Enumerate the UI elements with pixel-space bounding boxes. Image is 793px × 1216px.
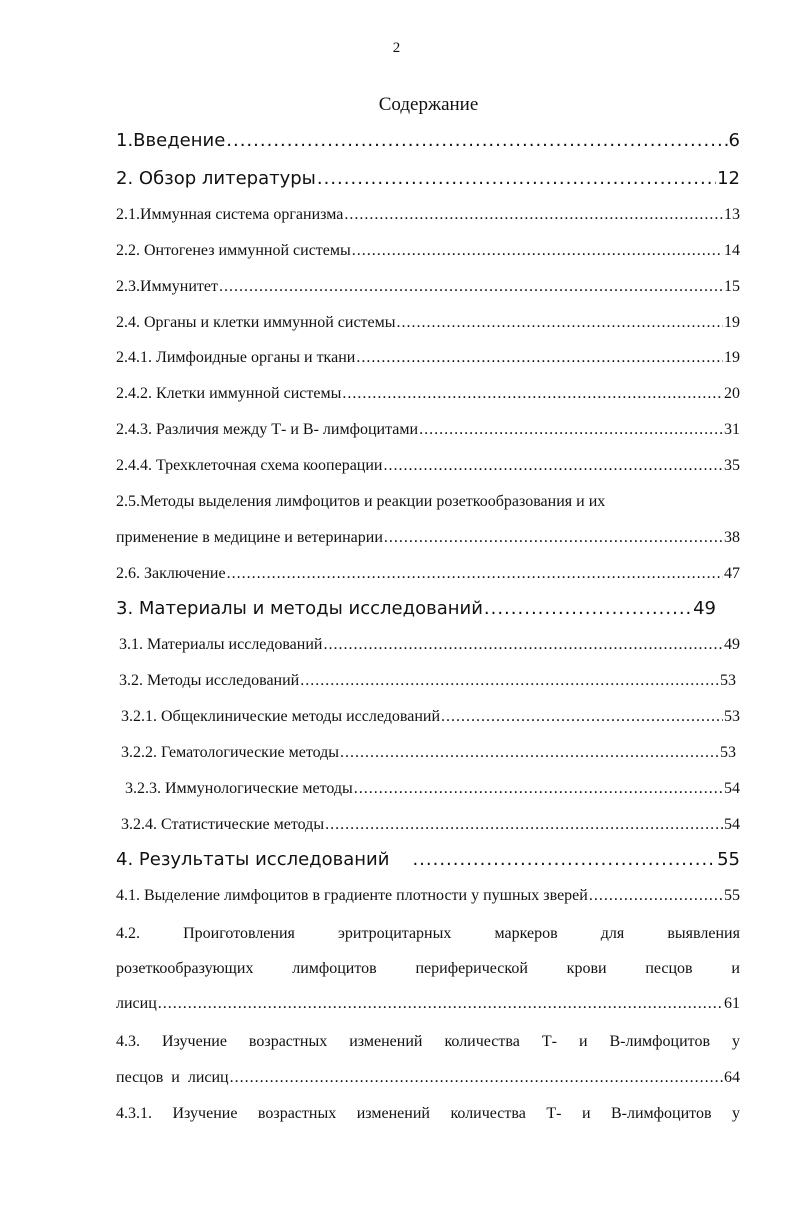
toc-entry[interactable] — [116, 204, 740, 226]
page-number: 2 — [392, 40, 401, 56]
toc-entry[interactable] — [116, 563, 740, 585]
toc-entry[interactable] — [116, 885, 740, 907]
word: у — [732, 1033, 740, 1050]
toc-entry-label: 2.4.4. Трехклеточная схема кооперации — [116, 457, 383, 474]
toc-entry-label: 3.2.3. Иммунологические методы — [125, 780, 353, 797]
dot-leader — [317, 168, 716, 190]
toc-entry-label: 3.2.2. Гематологические методы — [121, 744, 340, 761]
word: выявления — [667, 925, 740, 942]
word: Изучение — [162, 1033, 227, 1050]
toc-entry-line[interactable]: 2.5.Методы выделения лимфоцитов и реакции розеткообразования и их — [116, 493, 606, 510]
toc-entry[interactable] — [125, 778, 740, 800]
toc-entry[interactable] — [116, 419, 740, 441]
toc-entry-label: 3.2. Методы исследований — [119, 672, 300, 689]
word: лимфоцитов — [292, 960, 377, 977]
dot-leader — [412, 849, 716, 871]
dot-leader — [219, 276, 723, 298]
toc-entry-label: 4.1. Выделение лимфоцитов в градиенте плотности у пушных зверей — [116, 887, 588, 904]
word: Т- — [546, 1105, 562, 1122]
toc-entry-page: 19 — [724, 314, 740, 331]
dot-leader — [419, 419, 723, 441]
toc-entry-label: 3.1. Материалы исследований — [119, 636, 323, 653]
toc-entry-page: 35 — [724, 457, 740, 474]
toc-entry-page: 13 — [724, 206, 740, 223]
toc-entry[interactable] — [116, 993, 740, 1015]
toc-entry[interactable] — [116, 527, 740, 549]
toc-entry[interactable] — [116, 312, 740, 334]
toc-entry-page: 12 — [717, 168, 740, 189]
word: розеткообразующих — [116, 960, 254, 977]
word: изменений — [349, 1033, 423, 1050]
word: и — [581, 1105, 591, 1122]
dot-leader — [354, 778, 723, 800]
word: Изучение — [172, 1105, 238, 1122]
toc-entry-page: 6 — [728, 130, 740, 151]
toc-entry-page: 55 — [717, 849, 740, 870]
toc-entry-page: 31 — [724, 421, 740, 438]
word: у — [732, 1105, 740, 1122]
word: 4.3.1. — [116, 1105, 152, 1122]
toc-entry[interactable] — [121, 814, 740, 836]
toc-entry[interactable] — [121, 742, 736, 764]
toc-entry-line[interactable] — [116, 1031, 740, 1053]
dot-leader — [384, 527, 723, 549]
toc-entry-label: применение в медицине и ветеринарии — [116, 529, 383, 546]
toc-entry-page: 49 — [724, 636, 740, 653]
toc-entry[interactable] — [121, 706, 740, 728]
toc-entry-page: 14 — [724, 242, 740, 259]
toc-entry-page: 53 — [720, 672, 736, 689]
toc-entry-label: лисиц — [116, 995, 157, 1012]
word: крови — [566, 960, 607, 977]
word: изменений — [356, 1105, 430, 1122]
toc-entry[interactable] — [116, 383, 740, 405]
toc-entry-label: 3.2.1. Общеклинические методы исследований — [121, 708, 440, 725]
toc-entry-page: 19 — [724, 349, 740, 366]
toc-entry[interactable] — [119, 670, 736, 692]
toc-entry-line[interactable] — [116, 958, 740, 980]
toc-entry[interactable] — [116, 347, 740, 369]
word: возрастных — [248, 1033, 328, 1050]
toc-entry-page: 20 — [724, 385, 740, 402]
dot-leader — [441, 706, 723, 728]
toc-entry-label: 2. Обзор литературы — [116, 168, 316, 189]
word: для — [600, 925, 625, 942]
toc-entry-page: 47 — [724, 565, 740, 582]
toc-entry-page: 61 — [724, 995, 740, 1012]
toc-entry-label: 1.Введение — [116, 130, 226, 151]
dot-leader — [589, 885, 723, 907]
dot-leader — [300, 670, 719, 692]
word: возрастных — [257, 1105, 337, 1122]
toc-entry-page: 54 — [724, 780, 740, 797]
toc-entry-label: 4. Результаты исследований — [116, 849, 390, 870]
word: количества — [444, 1033, 520, 1050]
word: периферической — [415, 960, 528, 977]
toc-title: Содержание — [378, 94, 479, 115]
toc-entry[interactable] — [116, 598, 716, 620]
toc-entry-line[interactable] — [116, 1103, 740, 1125]
toc-entry[interactable] — [116, 168, 740, 190]
dot-leader — [230, 1067, 723, 1089]
dot-leader — [342, 383, 723, 405]
toc-entry-page: 64 — [724, 1069, 740, 1086]
word: и — [731, 960, 740, 977]
toc-entry-label: 2.4. Органы и клетки иммунной системы — [116, 314, 396, 331]
word: 4.3. — [116, 1033, 140, 1050]
word: В-лимфоцитов — [611, 1105, 712, 1122]
toc-entry[interactable] — [116, 240, 740, 262]
toc-entry-label: 3.2.4. Статистические методы — [121, 816, 325, 833]
dot-leader — [340, 742, 719, 764]
word: Проиготовления — [183, 925, 295, 942]
word: маркеров — [494, 925, 558, 942]
toc-entry-page: 38 — [724, 529, 740, 546]
toc-entry-label: 2.2. Онтогенез иммунной системы — [116, 242, 351, 259]
dot-leader — [226, 130, 727, 152]
toc-entry-label: 2.4.1. Лимфоидные органы и ткани — [116, 349, 356, 366]
dot-leader — [323, 634, 723, 656]
toc-entry[interactable] — [116, 849, 740, 871]
toc-entry-page: 15 — [724, 278, 740, 295]
toc-entry[interactable] — [116, 130, 740, 152]
dot-leader — [356, 347, 723, 369]
toc-entry-page: 49 — [693, 598, 716, 619]
dot-leader — [383, 455, 723, 477]
toc-entry-label: 3. Материалы и методы исследований — [116, 598, 483, 619]
dot-leader — [227, 563, 723, 585]
dot-leader — [158, 993, 723, 1015]
toc-entry[interactable] — [116, 455, 740, 477]
toc-entry-label: 2.4.2. Клетки иммунной системы — [116, 385, 342, 402]
dot-leader — [325, 814, 723, 836]
toc-entry-label: 2.3.Иммунитет — [116, 278, 219, 295]
word: Т- — [541, 1033, 557, 1050]
dot-leader — [397, 312, 723, 334]
word: В-лимфоцитов — [609, 1033, 710, 1050]
toc-entry-label: 2.6. Заключение — [116, 565, 226, 582]
word: 4.2. — [116, 925, 140, 942]
dot-leader — [344, 204, 723, 226]
word: и — [578, 1033, 588, 1050]
toc-entry-label: 2.4.3. Различия между Т- и В- лимфоцитами — [116, 421, 419, 438]
word: песцов — [645, 960, 693, 977]
toc-entry[interactable] — [119, 634, 740, 656]
toc-entry-page: 54 — [724, 816, 740, 833]
dot-leader — [484, 598, 692, 620]
toc-entry-label: песцов и лисиц — [116, 1069, 229, 1086]
toc-entry-page: 53 — [724, 708, 740, 725]
toc-entry-page: 53 — [720, 744, 736, 761]
word: количества — [450, 1105, 526, 1122]
word: эритроцитарных — [338, 925, 452, 942]
toc-entry-page: 55 — [724, 887, 740, 904]
toc-entry[interactable] — [116, 276, 740, 298]
toc-entry-line[interactable] — [116, 923, 740, 945]
toc-entry-label: 2.1.Иммунная система организма — [116, 206, 344, 223]
toc-entry[interactable] — [116, 1067, 740, 1089]
dot-leader — [352, 240, 723, 262]
